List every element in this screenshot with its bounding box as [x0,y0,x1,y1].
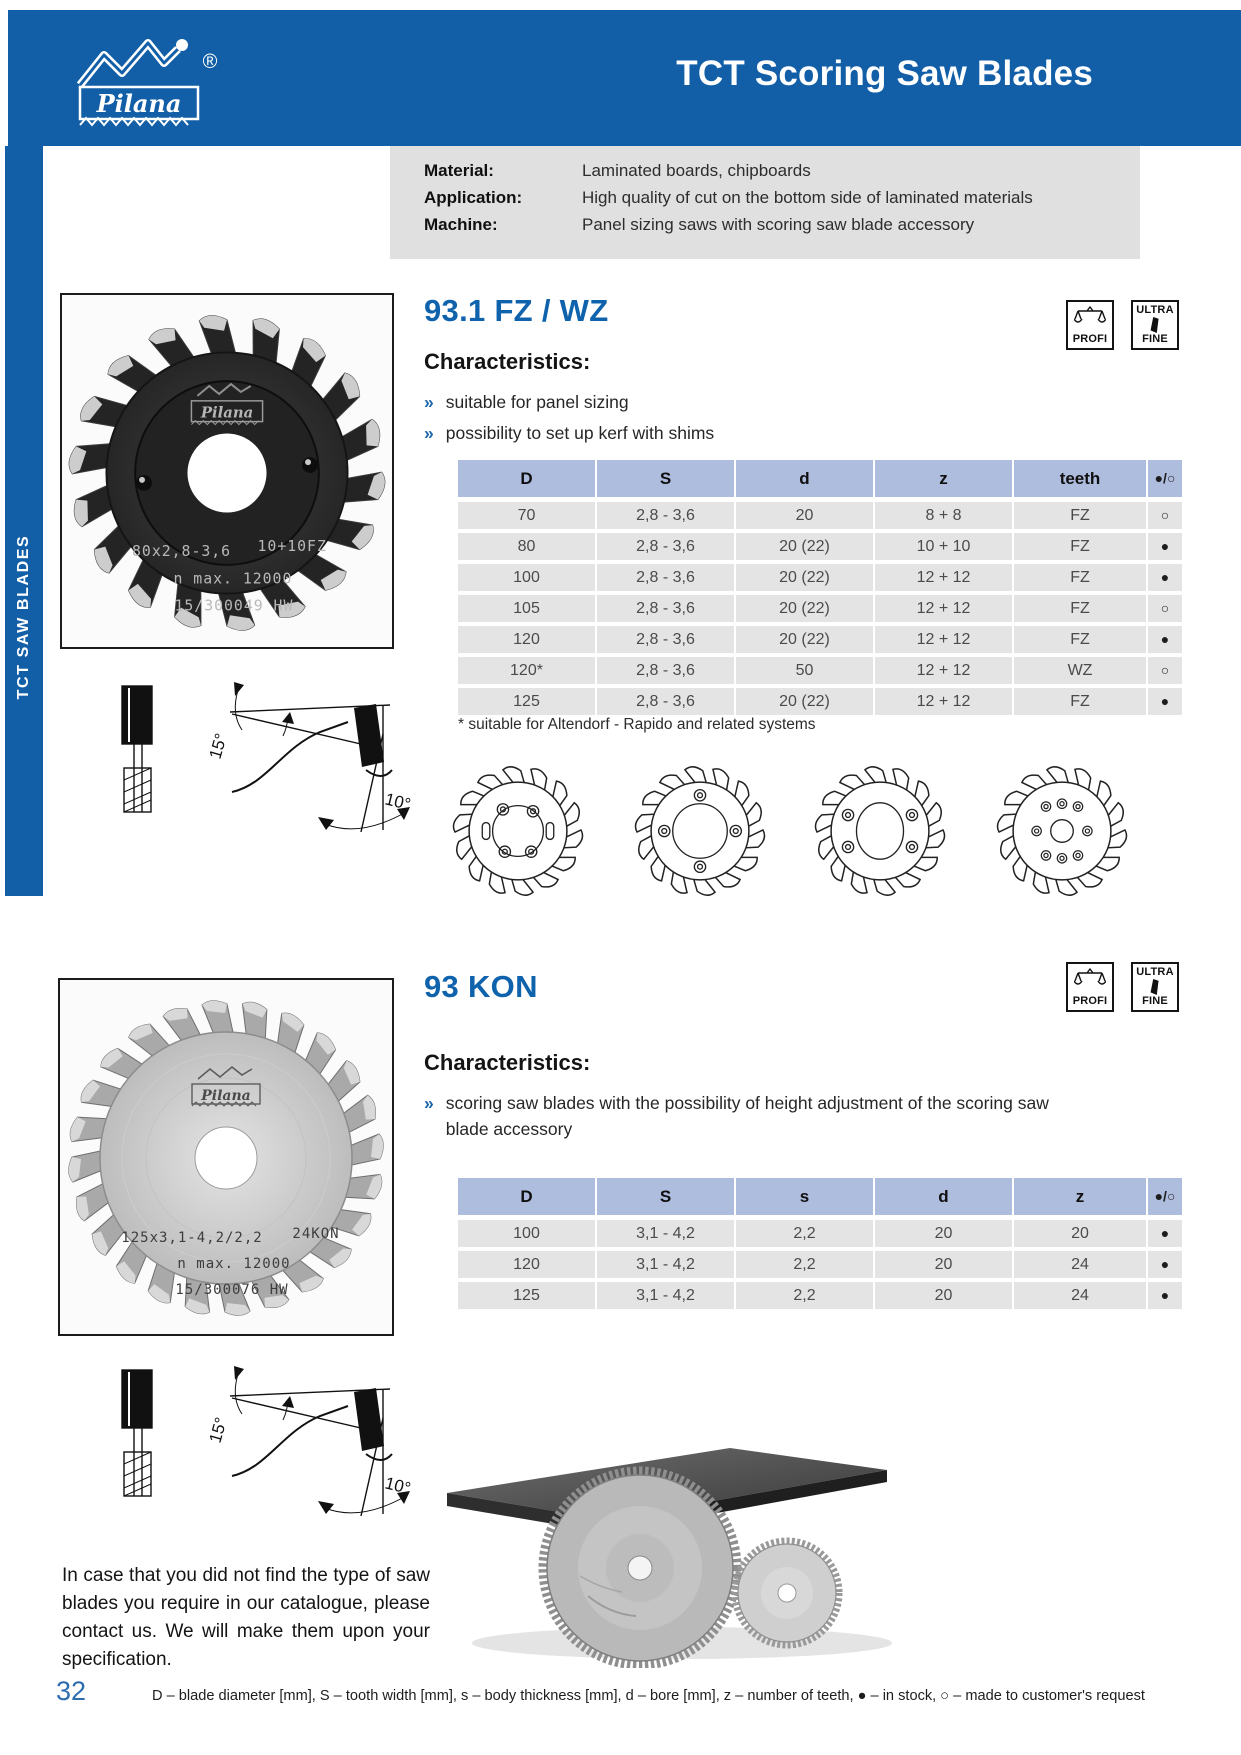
table-cell: 20 (22) [736,533,873,560]
table-cell: FZ [1014,502,1146,529]
profi-badge [1066,962,1114,1012]
table-cell: 20 [875,1220,1012,1247]
info-label: Application: [424,188,523,207]
bore-variant-diagrams [440,752,1190,912]
table-cell: 2,8 - 3,6 [597,688,734,715]
table-cell: 80 [458,533,595,560]
table-cell: FZ [1014,688,1146,715]
bullet-marker: » [424,392,434,412]
ultra-label: ULTRA [1136,966,1174,978]
footer-legend: D – blade diameter [mm], S – tooth width [mm], s – body thickness [mm], d – bore [mm], z – number of teeth, ● – in stock, ○ – made to customer's request [152,1688,1145,1704]
column-header: s [736,1178,873,1215]
table-header-row [458,460,1182,497]
ultra-fine-badge [1131,300,1179,350]
info-box [390,146,1140,259]
bullet-marker: » [424,1093,434,1113]
table-row [458,595,1182,622]
table-cell: 120 [458,626,595,653]
table-cell: 125 [458,688,595,715]
logo-snake-head [176,39,188,51]
blade-tip-icon [1150,317,1160,333]
table-cell: 2,8 - 3,6 [597,595,734,622]
logo-zigzag [80,118,188,125]
badge-row [1066,300,1179,350]
table-cell: 3,1 - 4,2 [597,1251,734,1278]
blade-bore [195,1127,257,1189]
info-row-machine [424,213,1140,236]
profi-label: PROFI [1072,333,1108,345]
logo-brand-text: Pilana [96,89,182,118]
table-cell: 2,8 - 3,6 [597,626,734,653]
info-label: Machine: [424,215,498,234]
column-header: ●/○ [1148,460,1182,497]
blade-teeth-text: 24KON [292,1226,340,1242]
ultra-label: ULTRA [1136,304,1174,316]
bullet-marker: » [424,423,434,443]
table-cell: 12 + 12 [875,564,1012,591]
section-title-93-kon: 93 KON [424,969,538,1004]
table-cell: 2,8 - 3,6 [597,533,734,560]
column-header: D [458,1178,595,1215]
profi-badge [1066,300,1114,350]
blade-diagram-4holes [625,752,775,910]
table-cell: 50 [736,657,873,684]
characteristics-list [424,1090,1084,1147]
table-cell: 12 + 12 [875,626,1012,653]
info-value: Laminated boards, chipboards [582,161,811,180]
blade-tip-icon [1150,979,1160,995]
blade-bore [187,433,266,512]
table-cell: ○ [1148,657,1182,684]
column-header: z [875,460,1012,497]
characteristics-heading: Characteristics: [424,1050,591,1075]
blade-diagram-slots [443,752,593,910]
table-cell: 20 (22) [736,626,873,653]
table-cell: FZ [1014,564,1146,591]
fine-label: FINE [1142,333,1168,345]
table-cell: 120* [458,657,595,684]
blade-spec-text: 80x2,8-3,6 [132,542,232,560]
blade-rpm-text: n max. 12000 [173,570,293,588]
column-header: teeth [1014,460,1146,497]
table-row [458,1220,1182,1247]
pilana-logo [60,20,250,134]
characteristics-list [424,389,714,451]
blade-serial-text: 15/300076 HW [175,1282,289,1298]
table-cell: 10 + 10 [875,533,1012,560]
sidebar-tab [5,146,43,896]
blade-diagram-oval-bore [805,752,955,910]
table-cell: 12 + 12 [875,688,1012,715]
table-row [458,564,1182,591]
table-cell: 20 (22) [736,595,873,622]
product-photo-93-kon [58,978,394,1336]
table-cell: 2,8 - 3,6 [597,564,734,591]
column-header: d [875,1178,1012,1215]
table-row [458,502,1182,529]
blade-spec-text: 125x3,1-4,2/2,2 [121,1230,263,1246]
header [8,10,1241,146]
table-cell: ● [1148,564,1182,591]
table-cell: ● [1148,626,1182,653]
table-cell: WZ [1014,657,1146,684]
ultra-fine-badge [1131,962,1179,1012]
table-header-row [458,1178,1182,1215]
panel-saw-photo [432,1438,902,1668]
svg-text:Pilana: Pilana [200,404,254,422]
table-cell: 20 [736,502,873,529]
profi-label: PROFI [1072,995,1108,1007]
info-value: High quality of cut on the bottom side of laminated materials [582,188,1033,207]
blade-rpm-text: n max. 12000 [177,1256,291,1272]
blade-teeth-text: 10+10FZ [257,538,327,556]
table-cell: 12 + 12 [875,595,1012,622]
table-cell: 20 [1014,1220,1146,1247]
table-cell: 100 [458,564,595,591]
info-label: Material: [424,161,494,180]
column-header: z [1014,1178,1146,1215]
section-title-93-1: 93.1 FZ / WZ [424,293,609,328]
table-cell: ○ [1148,595,1182,622]
bullet-item [424,1090,1084,1142]
table-cell: 70 [458,502,595,529]
table-row [458,1251,1182,1278]
table-cell: ● [1148,1251,1182,1278]
sidebar-label: TCT SAW BLADES [15,534,32,700]
bullet-item [424,389,714,415]
table-cell: 2,2 [736,1251,873,1278]
table-row [458,657,1182,684]
table-row [458,533,1182,560]
table-cell: 2,8 - 3,6 [597,502,734,529]
table-footnote: * suitable for Altendorf - Rapido and related systems [458,716,816,733]
info-row-material [424,159,1140,182]
page-title: TCT Scoring Saw Blades [676,54,1093,93]
bullet-item [424,420,714,446]
table-cell: 125 [458,1282,595,1309]
table-row [458,1282,1182,1309]
spec-table-93-kon [458,1178,1182,1313]
table-cell: 20 (22) [736,688,873,715]
table-cell: 100 [458,1220,595,1247]
column-header: D [458,460,595,497]
table-cell: ● [1148,1282,1182,1309]
column-header: S [597,460,734,497]
table-cell: 120 [458,1251,595,1278]
table-cell: FZ [1014,626,1146,653]
table-cell: ○ [1148,502,1182,529]
badge-row [1066,962,1179,1012]
bullet-text: scoring saw blades with the possibility of height adjustment of the scoring saw blade accessory [445,1093,1049,1139]
table-cell: ● [1148,533,1182,560]
column-header: ●/○ [1148,1178,1182,1215]
table-cell: 12 + 12 [875,657,1012,684]
table-row [458,688,1182,715]
table-cell: 3,1 - 4,2 [597,1282,734,1309]
column-header: d [736,460,873,497]
table-cell: FZ [1014,595,1146,622]
info-value: Panel sizing saws with scoring saw blade accessory [582,215,975,234]
bullet-text: suitable for panel sizing [445,392,629,412]
spec-table-93-1 [458,460,1182,719]
table-cell: 2,2 [736,1220,873,1247]
info-row-application [424,186,1140,209]
table-cell: 2,2 [736,1282,873,1309]
table-cell: 20 [875,1282,1012,1309]
blade-diagram-8holes [987,752,1137,910]
registered-mark: ® [202,51,218,73]
tooth-geometry-drawing [82,672,412,842]
contact-note: In case that you did not find the type of saw blades you require in our catalogue, please contact us. We will make them upon your specification. [62,1565,430,1670]
scoring-saw-blade [735,1541,839,1645]
table-cell: 20 [875,1251,1012,1278]
bullet-text: possibility to set up kerf with shims [445,423,715,443]
page-number: 32 [56,1676,87,1706]
table-cell: 105 [458,595,595,622]
scales-icon [1074,967,1106,991]
table-row [458,626,1182,653]
fine-label: FINE [1142,995,1168,1007]
characteristics-heading: Characteristics: [424,349,591,374]
table-cell: ● [1148,1220,1182,1247]
table-cell: 8 + 8 [875,502,1012,529]
table-cell: 24 [1014,1251,1146,1278]
blade-serial-text: 15/300049 HW [174,597,294,615]
tooth-geometry-drawing [82,1356,412,1526]
product-photo-93-1 [60,293,394,649]
table-cell: 3,1 - 4,2 [597,1220,734,1247]
table-cell: ● [1148,688,1182,715]
table-cell: 20 (22) [736,564,873,591]
scales-icon [1074,305,1106,329]
table-cell: 2,8 - 3,6 [597,657,734,684]
table-cell: FZ [1014,533,1146,560]
column-header: S [597,1178,734,1215]
table-cell: 24 [1014,1282,1146,1309]
svg-text:Pilana: Pilana [201,1088,251,1104]
